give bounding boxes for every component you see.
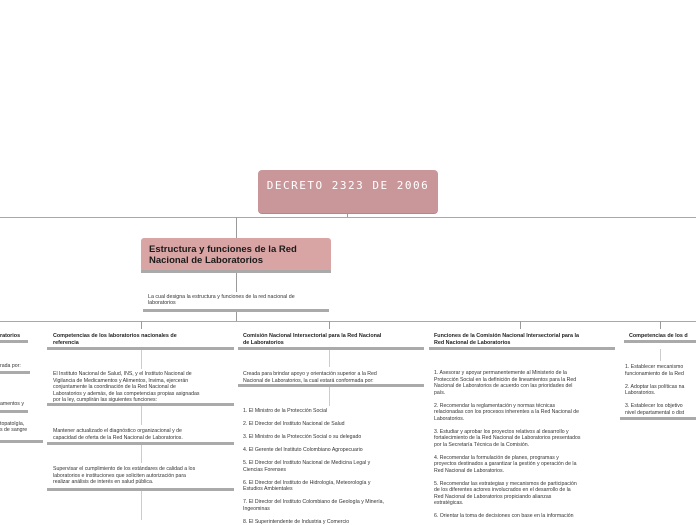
col2-members-list[interactable] bbox=[243, 408, 423, 525]
col4-item1-line1: 1. Establecer mecanismo bbox=[625, 364, 696, 371]
col2-intro-line2: Nacional de Laboratorios, la cual estará conformada por: bbox=[243, 378, 423, 385]
col3-item1-line2: Protección Social en la definición de lineamientos para la Red bbox=[434, 377, 619, 384]
main-topic-underline bbox=[141, 270, 331, 273]
col2-title-line2: de Laboratorios bbox=[243, 340, 423, 347]
col2-item5-line1: 5. El Director del Instituto Nacional de Medicina Legal y bbox=[243, 460, 423, 467]
col2-list-connector bbox=[329, 386, 330, 406]
col2-child-connector bbox=[329, 349, 330, 367]
col1-p3-line3: realizar análisis de interés en salud pública. bbox=[53, 479, 238, 486]
col3-item4-line1: 4. Recomendar la formulación de planes, programas y bbox=[434, 455, 619, 462]
col1-p3-line1: Supervisar el cumplimiento de los estándares de calidad a los bbox=[53, 466, 238, 473]
col3-item3-line1: 3. Estudiar y aprobar los proyectos relativos al desarrollo y bbox=[434, 429, 619, 436]
col3-item1-line1: 1. Asesorar y apoyar permanentemente al Ministerio de la bbox=[434, 370, 619, 377]
left-col-line2: amentos y bbox=[0, 401, 24, 408]
col1-p1-line4: Laboratorios y además, de las competencias propias asignadas bbox=[53, 391, 238, 398]
col2-intro[interactable] bbox=[243, 371, 423, 384]
col1-p1-line2: Vigilancia de Medicamentos y Alimentos, Invima, ejercerán bbox=[53, 378, 238, 385]
col4-connector bbox=[660, 321, 661, 329]
col3-item3-line3: por la Secretaría Técnica de la Comisión. bbox=[434, 442, 619, 449]
col4-item2-line1: 2. Adoptar las políticas na bbox=[625, 384, 696, 391]
col1-paragraph2-underline bbox=[47, 442, 234, 445]
col1-title[interactable] bbox=[53, 333, 233, 346]
col3-item6-line1: 6. Orientar la toma de decisiones con base en la información bbox=[434, 513, 619, 520]
col1-child-connector-a bbox=[141, 349, 142, 369]
left-col-line1: rada por: bbox=[0, 363, 21, 370]
left-col-underline1 bbox=[0, 371, 30, 374]
col1-child-connector-b bbox=[141, 403, 142, 425]
col2-title-underline bbox=[238, 347, 424, 350]
col3-item2-line1: 2. Recomendar la reglamentación y normas técnicas bbox=[434, 403, 619, 410]
col2-item2: 2. El Director del Instituto Nacional de Salud bbox=[243, 421, 423, 428]
col3-connector bbox=[520, 321, 521, 329]
col3-item5-line2: de los diferentes actores involucrados en el desarrollo de la bbox=[434, 487, 619, 494]
col4-list[interactable] bbox=[625, 364, 696, 416]
col3-title-underline bbox=[429, 347, 615, 350]
col2-item6-line2: Estudios Ambientales bbox=[243, 486, 423, 493]
columns-connector-horizontal bbox=[0, 321, 696, 322]
col1-p1-line3: conjuntamente la coordinación de la Red Nacional de bbox=[53, 384, 238, 391]
col2-item7-line1: 7. El Director del Instituto Colombiano de Geología y Minería, bbox=[243, 499, 423, 506]
left-col-title[interactable]: ratorios bbox=[0, 333, 20, 340]
col1-title-underline bbox=[47, 347, 234, 350]
col3-item2-line3: Laboratorios. bbox=[434, 416, 619, 423]
main-topic-title-line1: Estructura y funciones de la Red bbox=[149, 244, 323, 255]
description-underline bbox=[143, 309, 329, 312]
main-connector-vertical bbox=[236, 217, 237, 238]
col2-item7-line2: Ingeominas bbox=[243, 506, 423, 513]
col4-title-underline bbox=[624, 340, 696, 343]
root-node[interactable] bbox=[258, 170, 438, 213]
root-connector-horizontal bbox=[0, 217, 696, 218]
col2-item5-line2: Ciencias Forenses bbox=[243, 467, 423, 474]
col1-p3-line2: laboratorios e instituciones que soliciten autorización para bbox=[53, 473, 238, 480]
col3-item1-line4: país. bbox=[434, 390, 619, 397]
col1-p1-line1: El Instituto Nacional de Salud, INS, y el Instituto Nacional de bbox=[53, 371, 238, 378]
col1-connector bbox=[141, 321, 142, 329]
main-topic-title-line2: Nacional de Laboratorios bbox=[149, 255, 323, 266]
col1-child-connector-c bbox=[141, 443, 142, 463]
col2-intro-underline bbox=[238, 384, 424, 387]
col3-item5-line3: Red Nacional de Laboratorios propiciando alianzas bbox=[434, 494, 619, 501]
description-line2: laboratorios bbox=[148, 300, 333, 306]
col1-title-line2: referencia bbox=[53, 340, 233, 347]
left-col-line4: s de sangre bbox=[0, 427, 27, 434]
col3-item1-line3: Nacional de Laboratorios de acuerdo con las prioridades del bbox=[434, 383, 619, 390]
col3-item2-line2: relacionadas con los procesos inherentes a la Red Nacional de bbox=[434, 409, 619, 416]
col1-paragraph3[interactable] bbox=[53, 466, 238, 486]
col4-item3-line2: nivel departamental o dist bbox=[625, 410, 696, 417]
col2-title-line1: Comisión Nacional Intersectorial para la Red Nacional bbox=[243, 333, 423, 340]
col4-list-underline bbox=[620, 417, 696, 420]
col2-item4: 4. El Gerente del Instituto Colombiano Agropecuario bbox=[243, 447, 423, 454]
col3-title[interactable] bbox=[434, 333, 619, 346]
col1-title-line1: Competencias de los laboratorios nacionales de bbox=[53, 333, 233, 340]
left-col-title-underline bbox=[0, 340, 28, 343]
left-col-underline3 bbox=[0, 440, 43, 443]
col2-item6-line1: 6. El Director del Instituto de Hidrología, Meteorología y bbox=[243, 480, 423, 487]
col1-paragraph1-underline bbox=[47, 403, 234, 406]
col1-paragraph3-underline bbox=[47, 488, 234, 491]
col1-p1-line5: por la ley, cumplirán las siguientes funciones: bbox=[53, 397, 238, 404]
col3-item5-line4: estratégicas. bbox=[434, 500, 619, 507]
col3-item3-line2: fortalecimiento de la Red Nacional de Laboratorios presentados bbox=[434, 435, 619, 442]
description-line1: La cual designa la estructura y funciones de la red nacional de bbox=[148, 294, 333, 300]
col4-item3-line1: 3. Establecer los objetivo bbox=[625, 403, 696, 410]
col3-item4-line3: Red Nacional de Laboratorios. bbox=[434, 468, 619, 475]
col1-paragraph2[interactable] bbox=[53, 428, 238, 441]
col1-p2-line2: capacidad de oferta de la Red Nacional de Laboratorios. bbox=[53, 435, 238, 442]
col1-child-connector-d bbox=[141, 490, 142, 520]
main-topic-description[interactable] bbox=[148, 294, 333, 307]
col2-item1: 1. El Ministro de la Protección Social bbox=[243, 408, 423, 415]
col1-p2-line1: Mantener actualizado el diagnóstico organizacional y de bbox=[53, 428, 238, 435]
col3-item5-line1: 5. Recomendar las estrategias y mecanismos de participación bbox=[434, 481, 619, 488]
col4-title[interactable]: Competencias de los d bbox=[629, 333, 688, 340]
col2-title[interactable] bbox=[243, 333, 423, 346]
col3-item4-line2: proyectos destinados a garantizar la gestión y operación de la bbox=[434, 461, 619, 468]
col4-item2-line2: Laboratorios. bbox=[625, 390, 696, 397]
left-col-line3: topatolgía, bbox=[0, 421, 24, 428]
main-topic-node[interactable] bbox=[141, 238, 331, 272]
col3-title-line2: Red Nacional de Laboratorios bbox=[434, 340, 619, 347]
col2-connector bbox=[329, 321, 330, 329]
col2-item8: 8. El Superintendente de Industria y Comercio bbox=[243, 519, 423, 525]
col4-child-connector bbox=[660, 349, 661, 361]
main-to-description-connector bbox=[236, 272, 237, 292]
root-title: DECRETO 2323 DE 2006 bbox=[267, 179, 429, 192]
col4-item1-line2: funcionamiento de la Red bbox=[625, 371, 696, 378]
col1-paragraph1[interactable] bbox=[53, 371, 238, 404]
col3-functions-list[interactable] bbox=[434, 370, 619, 520]
left-col-underline2 bbox=[0, 410, 28, 413]
col2-intro-line1: Creada para brindar apoyo y orientación superior a la Red bbox=[243, 371, 423, 378]
col3-title-line1: Funciones de la Comisión Nacional Intersectorial para la bbox=[434, 333, 619, 340]
col2-item3: 3. El Ministro de la Protección Social o su delegado bbox=[243, 434, 423, 441]
